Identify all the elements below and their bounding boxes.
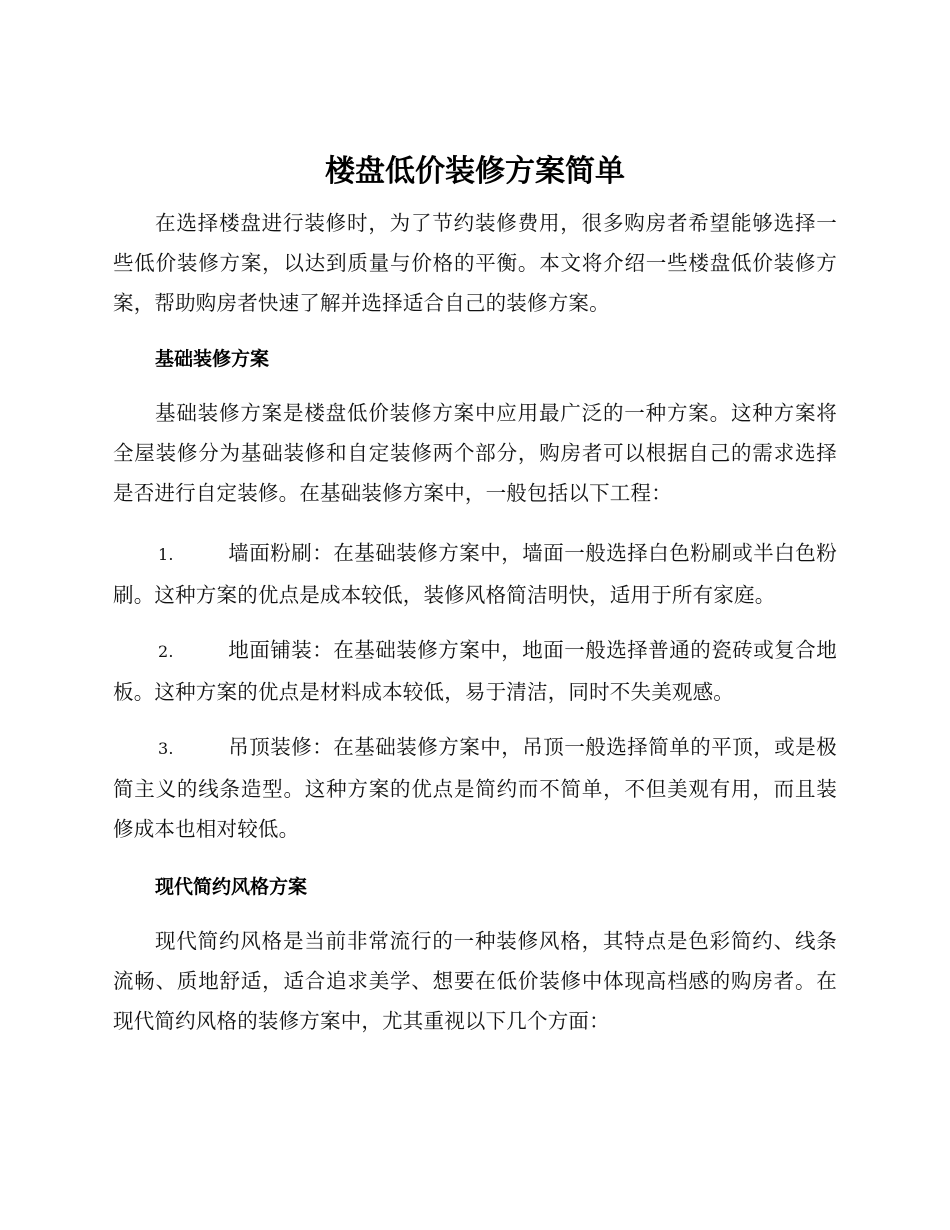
list-item-number: 3. <box>158 739 174 758</box>
section-heading-basic: 基础装修方案 <box>155 348 270 370</box>
list-item-text: 吊顶装修：在基础装修方案中，吊顶一般选择简单的平顶，或是极简主义的线条造型。这种方案的优点是简约而不简单，不但美观有用，而且装修成本也相对较低。 <box>113 735 837 841</box>
section-modern-paragraph: 现代简约风格是当前非常流行的一种装修风格，其特点是色彩简约、线条流畅、质地舒适，适合追求美学、想要在低价装修中体现高档感的购房者。在现代简约风格的装修方案中，尤其重视以下几个方面： <box>113 929 837 1033</box>
list-item <box>113 727 837 849</box>
list-item-text: 墙面粉刷：在基础装修方案中，墙面一般选择白色粉刷或半白色粉刷。这种方案的优点是成本较低，装修风格简洁明快，适用于所有家庭。 <box>113 541 837 607</box>
list-item-number: 1. <box>158 545 174 564</box>
list-item-number: 2. <box>158 642 174 661</box>
document-title: 楼盘低价装修方案简单 <box>325 154 625 189</box>
section-basic-paragraph: 基础装修方案是楼盘低价装修方案中应用最广泛的一种方案。这种方案将全屋装修分为基础装修和自定装修两个部分，购房者可以根据自己的需求选择是否进行自定装修。在基础装修方案中，一般包括以下工程： <box>113 401 837 505</box>
section-heading-modern: 现代简约风格方案 <box>155 876 308 898</box>
list-item <box>113 630 837 712</box>
list-item-text: 地面铺装：在基础装修方案中，地面一般选择普通的瓷砖或复合地板。这种方案的优点是材料成本较低，易于清洁，同时不失美观感。 <box>113 638 837 704</box>
list-item <box>113 533 837 615</box>
intro-paragraph: 在选择楼盘进行装修时，为了节约装修费用，很多购房者希望能够选择一些低价装修方案，以达到质量与价格的平衡。本文将介绍一些楼盘低价装修方案，帮助购房者快速了解并选择适合自己的装修方案。 <box>113 211 837 315</box>
